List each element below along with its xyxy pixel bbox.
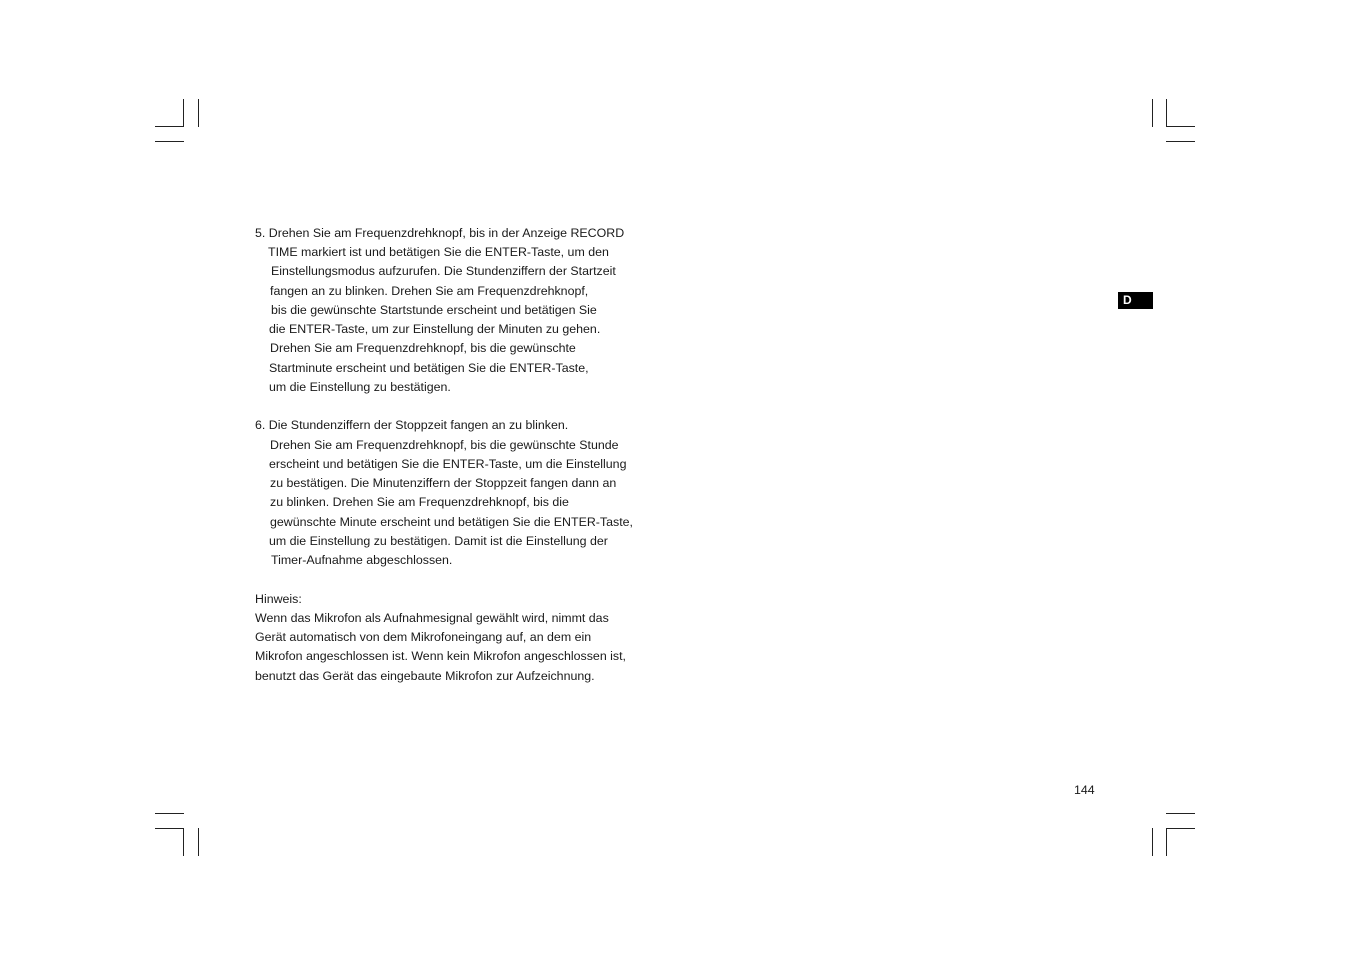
note-line: Mikrofon angeschlossen ist. Wenn kein Mikrofon angeschlossen ist, [255,649,626,663]
step-6-line: um die Einstellung zu bestätigen. Damit ist die Einstellung der [269,534,608,548]
step-6-line: zu bestätigen. Die Minutenziffern der Stoppzeit fangen dann an [270,476,617,490]
crop-mark-bottom-left-h1 [155,813,184,814]
crop-mark-bottom-right-h2 [1166,828,1195,829]
note-line: Wenn das Mikrofon als Aufnahmesignal gewählt wird, nimmt das [255,611,609,625]
crop-mark-top-right-v1 [1152,99,1153,127]
note-heading: Hinweis: [255,592,302,606]
crop-mark-bottom-right-v2 [1166,828,1167,856]
step-5-line: Drehen Sie am Frequenzdrehknopf, bis die gewünschte [270,341,576,355]
step-6-line: gewünschte Minute erscheint und betätigen Sie die ENTER-Taste, [270,515,633,529]
crop-mark-top-left-h2 [155,141,184,142]
step-6-line: zu blinken. Drehen Sie am Frequenzdrehknopf, bis die [270,495,569,509]
crop-mark-bottom-right-v1 [1152,828,1153,856]
step-5-line: die ENTER-Taste, um zur Einstellung der Minuten zu gehen. [269,322,601,336]
step-5-line: 5. Drehen Sie am Frequenzdrehknopf, bis in der Anzeige RECORD [255,226,625,240]
step-5-line: Startminute erscheint und betätigen Sie die ENTER-Taste, [269,361,589,375]
step-5-line: bis die gewünschte Startstunde erscheint und betätigen Sie [271,303,597,317]
step-6-line: Timer-Aufnahme abgeschlossen. [271,553,453,567]
step-6-line: 6. Die Stundenziffern der Stoppzeit fangen an zu blinken. [255,418,569,432]
note-line: Gerät automatisch von dem Mikrofoneingang auf, an dem ein [255,630,592,644]
crop-mark-top-left-v2 [198,99,199,127]
crop-mark-top-right-h1 [1166,126,1195,127]
language-tab: D [1118,292,1153,309]
crop-mark-top-left-v1 [183,99,184,127]
step-5-line: Einstellungsmodus aufzurufen. Die Stundenziffern der Startzeit [271,264,616,278]
crop-mark-top-right-v2 [1166,99,1167,127]
step-5-line: um die Einstellung zu bestätigen. [269,380,451,394]
crop-mark-bottom-left-v1 [183,828,184,856]
step-5-line: TIME markiert ist und betätigen Sie die ENTER-Taste, um den [268,245,609,259]
step-5-line: fangen an zu blinken. Drehen Sie am Frequenzdrehknopf, [270,284,589,298]
page-number: 144 [1074,783,1095,797]
crop-mark-bottom-left-v2 [198,828,199,856]
step-6-line: Drehen Sie am Frequenzdrehknopf, bis die gewünschte Stunde [270,438,619,452]
crop-mark-top-right-h2 [1166,141,1195,142]
crop-mark-top-left-h1 [155,126,184,127]
step-6-line: erscheint und betätigen Sie die ENTER-Taste, um die Einstellung [269,457,627,471]
crop-mark-bottom-right-h1 [1166,813,1195,814]
crop-mark-bottom-left-h2 [155,828,184,829]
note-line: benutzt das Gerät das eingebaute Mikrofon zur Aufzeichnung. [255,669,595,683]
